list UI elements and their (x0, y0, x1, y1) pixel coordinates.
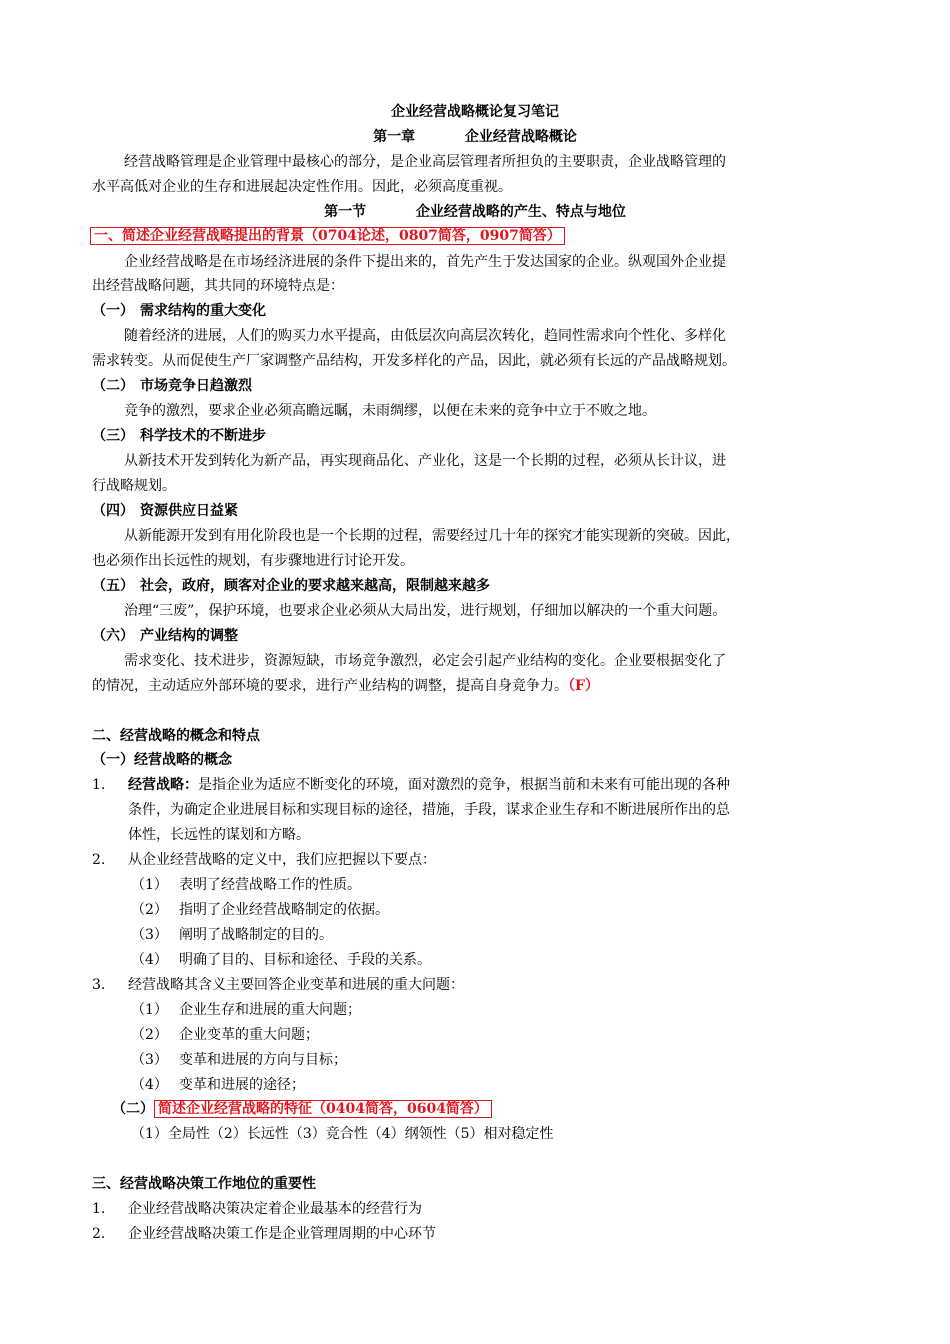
sub-point-number: （3） (131, 927, 168, 943)
sub-point-text: 明确了目的、目标和途径、手段的关系。 (179, 952, 431, 968)
sub-point (131, 1050, 347, 1070)
item-body-line: 需求变化、技术进步，资源短缺，市场竞争激烈，必定会引起产业结构的变化。企业要根据变化了 (124, 653, 726, 669)
q3-item (92, 1224, 436, 1244)
sub-point (131, 1075, 305, 1095)
item-heading (92, 626, 238, 646)
sub-point-text: 阐明了战略制定的目的。 (179, 927, 333, 943)
item-number: （六） (92, 628, 134, 644)
item-body-line: 也必须作出长远性的规划，有步骤地进行讨论开发。 (92, 553, 414, 569)
item-title: 需求结构的重大变化 (140, 303, 266, 319)
sub-point-number: （4） (131, 1077, 168, 1093)
def-term: 经营战略： (128, 777, 198, 793)
intro-line-2: 水平高低对企业的生存和进展起决定性作用。因此，必须高度重视。 (92, 179, 512, 195)
item-body-line: 竞争的激烈，要求企业必须高瞻远瞩，未雨绸缪，以便在未来的竞争中立于不败之地。 (124, 403, 656, 419)
q2-sub2-number: （二） (112, 1101, 154, 1117)
item-title: 社会，政府，顾客对企业的要求越来越高，限制越来越多 (140, 578, 490, 594)
q2-sub2-title: 简述企业经营战略的特征（0404简答，0604简答） (154, 1100, 492, 1118)
q3-item-text: 企业经营战略决策工作是企业管理周期的中心环节 (128, 1226, 436, 1242)
sub-point (131, 925, 333, 945)
item-title: 资源供应日益紧 (140, 503, 238, 519)
item-number: （二） (92, 378, 134, 394)
sub-point (131, 875, 361, 895)
chapter-label: 第一章 (373, 129, 416, 145)
point-number: 2. (92, 852, 106, 868)
sub-point-text: 企业变革的重大问题； (179, 1027, 319, 1043)
item-body-line: 需求转变。从而促使生产厂家调整产品结构，开发多样化的产品，因此，就必须有长远的产品战略规划。 (92, 353, 736, 369)
sub-point-number: （4） (131, 952, 168, 968)
item-body-line: 行战略规划。 (92, 478, 176, 494)
item-body-line: 治理“三废”，保护环境，也要求企业必须从大局出发，进行规划，仔细加以解决的一个重大问题。 (124, 603, 727, 619)
item-body-text: 的情况，主动适应外部环境的要求，进行产业结构的调整，提高自身竞争力。 (92, 678, 568, 694)
chapter-heading (0, 127, 950, 147)
sub-point-number: （3） (131, 1052, 168, 1068)
sub-point (131, 1000, 361, 1020)
sub-point-text: 表明了经营战略工作的性质。 (179, 877, 361, 893)
item-heading (92, 501, 238, 521)
q3-item-text: 企业经营战略决策决定着企业最基本的经营行为 (128, 1201, 422, 1217)
def-line-2: 条件，为确定企业进展目标和实现目标的途径，措施，手段，谋求企业生存和不断进展所作出的总 (128, 802, 730, 818)
def-line-3: 体性，长远性的谋划和方略。 (128, 827, 310, 843)
q1-heading-box: 一、简述企业经营战略提出的背景（0704论述，0807简答，0907简答） (90, 227, 565, 245)
q1-intro-line-2: 出经营战略问题，其共同的环境特点是： (92, 278, 344, 294)
def-line-1 (92, 775, 730, 795)
item-body-line (92, 676, 599, 696)
sub-point-text: 企业生存和进展的重大问题； (179, 1002, 361, 1018)
section-label: 第一节 (324, 204, 367, 220)
item-heading (92, 376, 252, 396)
sub-point (131, 1025, 319, 1045)
item-number: （四） (92, 503, 134, 519)
section-title: 企业经营战略的产生、特点与地位 (415, 204, 626, 220)
point-text: 从企业经营战略的定义中，我们应把握以下要点： (128, 852, 436, 868)
item-title: 产业结构的调整 (140, 628, 238, 644)
sub-point-number: （2） (131, 1027, 168, 1043)
q3-item-number: 1. (92, 1201, 106, 1217)
q3-item (92, 1199, 422, 1219)
q1-heading (90, 226, 565, 246)
point-text: 经营战略其含义主要回答企业变革和进展的重大问题： (128, 977, 464, 993)
features-line: （1）全局性（2）长远性（3）竞合性（4）纲领性（5）相对稳定性 (131, 1126, 554, 1142)
sub-point-text: 指明了企业经营战略制定的依据。 (179, 902, 389, 918)
doc-title: 企业经营战略概论复习笔记 (391, 104, 559, 120)
sub-point-text: 变革和进展的途径； (179, 1077, 305, 1093)
q2-sub1-heading: （一）经营战略的概念 (92, 752, 232, 768)
section-heading (0, 202, 950, 222)
sub-point (131, 950, 431, 970)
item-number: （三） (92, 428, 134, 444)
item-heading (92, 301, 266, 321)
q2-heading: 二、经营战略的概念和特点 (92, 728, 260, 744)
q3-heading: 三、经营战略决策工作地位的重要性 (92, 1176, 316, 1192)
chapter-title: 企业经营战略概论 (464, 129, 577, 145)
item-mark: （F） (568, 678, 599, 694)
def-number: 1. (92, 777, 106, 793)
point-3 (92, 975, 464, 995)
item-number: （五） (92, 578, 134, 594)
item-heading (92, 576, 490, 596)
sub-point-number: （1） (131, 1002, 168, 1018)
sub-point-text: 变革和进展的方向与目标； (179, 1052, 347, 1068)
item-number: （一） (92, 303, 134, 319)
q1-intro-line-1: 企业经营战略是在市场经济进展的条件下提出来的，首先产生于发达国家的企业。纵观国外企业提 (124, 254, 726, 270)
sub-point-number: （1） (131, 877, 168, 893)
item-title: 科学技术的不断进步 (140, 428, 266, 444)
sub-point-number: （2） (131, 902, 168, 918)
q3-item-number: 2. (92, 1226, 106, 1242)
q2-sub2-heading (112, 1099, 492, 1119)
item-body-line: 随着经济的进展，人们的购买力水平提高，由低层次向高层次转化，趋同性需求向个性化、多样化 (124, 328, 726, 344)
point-number: 3. (92, 977, 106, 993)
sub-point (131, 900, 389, 920)
item-title: 市场竞争日趋激烈 (140, 378, 252, 394)
item-body-line: 从新能源开发到有用化阶段也是一个长期的过程，需要经过几十年的探究才能实现新的突破。因此， (124, 528, 740, 544)
item-body-line: 从新技术开发到转化为新产品，再实现商品化、产业化，这是一个长期的过程，必须从长计议，进 (124, 453, 726, 469)
def-text: 是指企业为适应不断变化的环境，面对激烈的竞争，根据当前和未来有可能出现的各种 (198, 777, 730, 793)
intro-line-1: 经营战略管理是企业管理中最核心的部分，是企业高层管理者所担负的主要职责，企业战略管理的 (124, 154, 726, 170)
point-2 (92, 850, 436, 870)
item-heading (92, 426, 266, 446)
